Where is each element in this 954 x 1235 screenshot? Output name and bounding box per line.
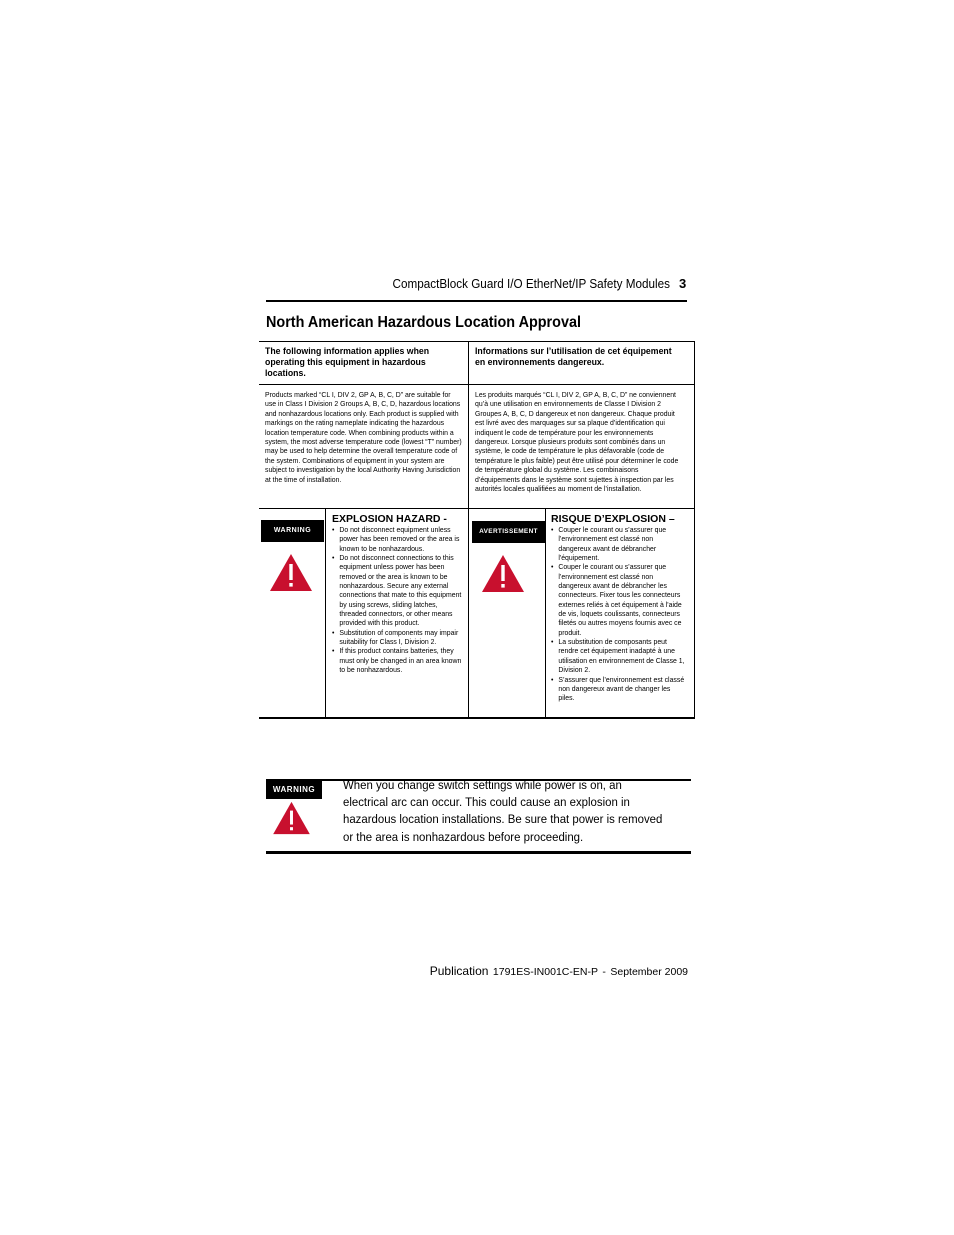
french-heading: Informations sur l’utilisation de cet équipement en environnements dangereux. bbox=[475, 346, 672, 368]
french-body: Les produits marqués “CL I, DIV 2, GP A, B, C, D” ne conviennent qu’à une utilisation en environnements de Classe I Division 2 Groupes A, B, C, D dangereux et non dangereux. Chaque produit est livré avec des marquages sur sa plaque d’identification qui indiquent le code de température pour les environnements dangereux. Lorsque plusieurs produits sont combinés dans un système, le code de température le plus défavorable (code de température le plus faible) peut être utilisé pour déterminer le code de température global du système. Les combinaisons d’équipements dans le système sont sujettes à inspection par les autorités locales qualifiées au moment de l’installation. bbox=[475, 390, 679, 494]
warning-triangle-icon bbox=[272, 801, 311, 835]
warning-text: When you change switch settings while power is on, an electrical arc can occur. This could cause an explosion in hazardous location installations. Be sure that power is removed or the area is nonhazardous before proceeding. bbox=[343, 778, 663, 844]
english-body: Products marked “CL I, DIV 2, GP A, B, C, D” are suitable for use in Class I Division 2 Groups A, B, C, D, hazardous locations and nonhazardous locations only. Each product is supplied with markings on the rating nameplate indicating the hazardous location temperature code. When combining products within a system, the most adverse temperature code (lowest “T” number) may be used to help determine the overall temperature code of the system. Combinations of equipment in your system are subject to investigation by the local Authority Having Jurisdiction at the time of installation. bbox=[265, 390, 462, 484]
table-right-border bbox=[694, 341, 695, 718]
list-item: • Do not disconnect connections to this equipment unless power has been removed or the area is known to be nonhazardous. Secure any external connections that mate to this equipment by using screws, sliding latches, threaded connectors, or other means provided with this product. bbox=[332, 553, 464, 628]
table-heading-divider bbox=[259, 384, 695, 385]
table-bottom-border bbox=[259, 717, 695, 719]
publication-number: 1791ES-IN001C-EN-P bbox=[492, 966, 598, 978]
risque-explosion-title: RISQUE D’EXPLOSION – bbox=[551, 513, 675, 525]
list-item: • Do not disconnect equipment unless power has been removed or the area is known to be nonhazardous. bbox=[332, 525, 464, 553]
french-hazard-list bbox=[551, 525, 686, 703]
table-right-icon-divider bbox=[545, 508, 546, 718]
list-item: • Couper le courant ou s’assurer que l’environnement est classé non dangereux avant de débrancher les connecteurs. Fixer tous les connecteurs externes reliés à cet équipement à l'aide de vis, loquets coulissants, connecteurs filetés ou autres moyens fournis avec ce produit. bbox=[551, 562, 686, 637]
list-item: • Couper le courant ou s’assurer que l’environnement est classé non dangereux avant de débrancher l'équipement. bbox=[551, 525, 686, 562]
warning-box-bottom-rule bbox=[266, 851, 691, 854]
table-top-border bbox=[259, 341, 695, 342]
header-rule bbox=[266, 300, 687, 302]
list-item: • La substitution de composants peut rendre cet équipement inadapté à une utilisation en environnement de Classe 1, Division 2. bbox=[551, 637, 686, 674]
english-heading: The following information applies when operating this equipment in hazardous locations. bbox=[265, 346, 430, 379]
running-header-title: CompactBlock Guard I/O EtherNet/IP Safety Modules bbox=[392, 276, 670, 291]
page-number: 3 bbox=[679, 276, 687, 291]
section-title: North American Hazardous Location Approval bbox=[266, 314, 581, 331]
table-left-icon-divider bbox=[325, 508, 326, 718]
table-center-divider bbox=[468, 341, 469, 718]
warning-triangle-icon bbox=[481, 554, 525, 593]
list-item: • If this product contains batteries, they must only be changed in an area known to be nonhazardous. bbox=[332, 646, 464, 674]
avertissement-badge: AVERTISSEMENT bbox=[472, 521, 545, 543]
list-item: • Substitution of components may impair suitability for Class I, Division 2. bbox=[332, 628, 464, 647]
warning-badge-english: WARNING bbox=[261, 520, 324, 542]
publication-label: Publication bbox=[429, 964, 489, 978]
list-item: • S’assurer que l’environnement est classé non dangereux avant de changer les piles. bbox=[551, 675, 686, 703]
footer: Publication 1791ES-IN001C-EN-P - September 2009 bbox=[429, 964, 688, 978]
explosion-hazard-title: EXPLOSION HAZARD - bbox=[332, 513, 447, 525]
warning-triangle-icon bbox=[269, 553, 313, 592]
warning-badge: WARNING bbox=[266, 780, 322, 799]
english-hazard-list bbox=[332, 525, 464, 675]
publication-date: September 2009 bbox=[610, 966, 688, 978]
